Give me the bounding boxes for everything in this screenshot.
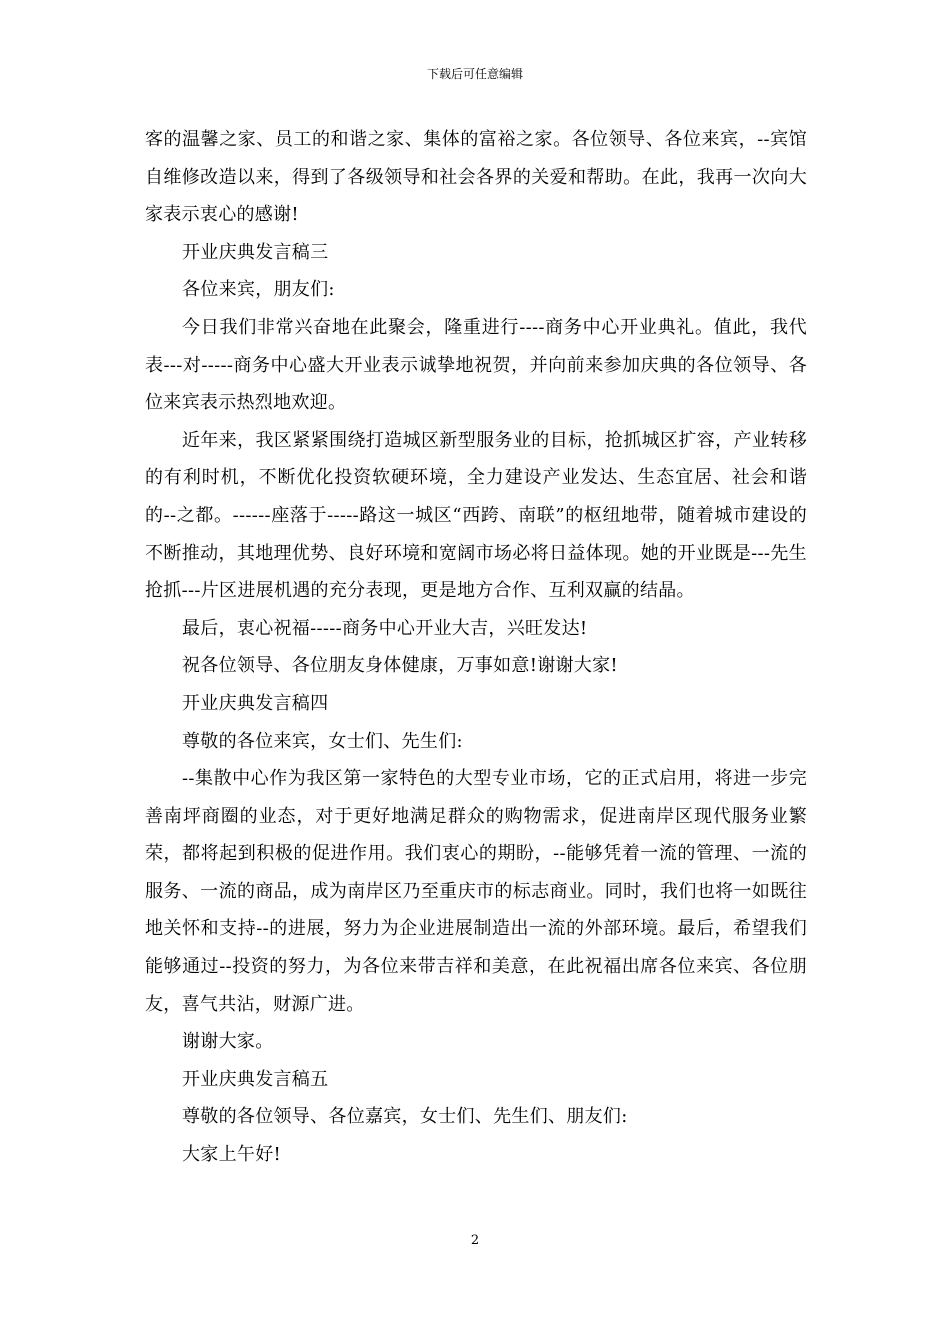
paragraph: 大家上午好! (182, 1144, 282, 1166)
paragraph: 祝各位领导、各位朋友身体健康，万事如意!谢谢大家! (182, 655, 618, 677)
section-heading-5: 开业庆典发言稿五 (182, 1068, 329, 1090)
paragraph-continuation: 客的温馨之家、员工的和谐之家、集体的富裕之家。各位领导、各位来宾，--宾馆自维修改造以来，得到了各级领导和社会各界的关爱和帮助。在此，我再一次向大家表示衷心的感谢! (145, 129, 807, 226)
salutation: 各位来宾，朋友们: (182, 279, 335, 301)
paragraph: 谢谢大家。 (182, 1031, 274, 1053)
paragraph: 今日我们非常兴奋地在此聚会，隆重进行----商务中心开业典礼。值此，我代表---对-----商务中心盛大开业表示诚挚地祝贺，并向前来参加庆典的各位领导、各位来宾表示热烈地欢迎。 (145, 316, 807, 414)
page-header: 下载后可任意编辑 (426, 67, 523, 81)
paragraph: --集散中心作为我区第一家特色的大型专业市场，它的正式启用，将进一步完善南坪商圈的业态，对于更好地满足群众的购物需求，促进南岸区现代服务业繁荣，都将起到积极的促进作用。我们衷心的期盼，--能够凭着一流的管理、一流的服务、一流的商品，成为南岸区乃至重庆市的标志商业。同时，我们也将一如既往地关怀和支持--的进展，努力为企业进展制造出一流的外部环境。最后，希望我们能够通过--投资的努力，为各位来带吉祥和美意，在此祝福出席各位来宾、各位朋友，喜气共沾，财源广进。 (145, 768, 807, 1015)
paragraph: 近年来，我区紧紧围绕打造城区新型服务业的目标，抢抓城区扩容，产业转移的有利时机，不断优化投资软硬环境，全力建设产业发达、生态宜居、社会和谐的--之都。------座落于-----路这一城区“西跨、南联”的枢纽地带，随着城市建设的不断推动，其地理优势、良好环境和宽阔市场必将日益体现。她的开业既是---先生抢抓---片区进展机遇的充分表现，更是地方合作、互利双赢的结晶。 (145, 429, 807, 602)
section-heading-4: 开业庆典发言稿四 (182, 692, 329, 714)
salutation: 尊敬的各位来宾，女士们、先生们: (182, 730, 463, 752)
salutation: 尊敬的各位领导、各位嘉宾，女士们、先生们、朋友们: (182, 1106, 628, 1128)
document-body (145, 121, 807, 1174)
page-number: 2 (470, 1233, 480, 1248)
paragraph: 最后，衷心祝福-----商务中心开业大吉，兴旺发达! (182, 617, 588, 639)
section-heading-3: 开业庆典发言稿三 (182, 241, 329, 263)
